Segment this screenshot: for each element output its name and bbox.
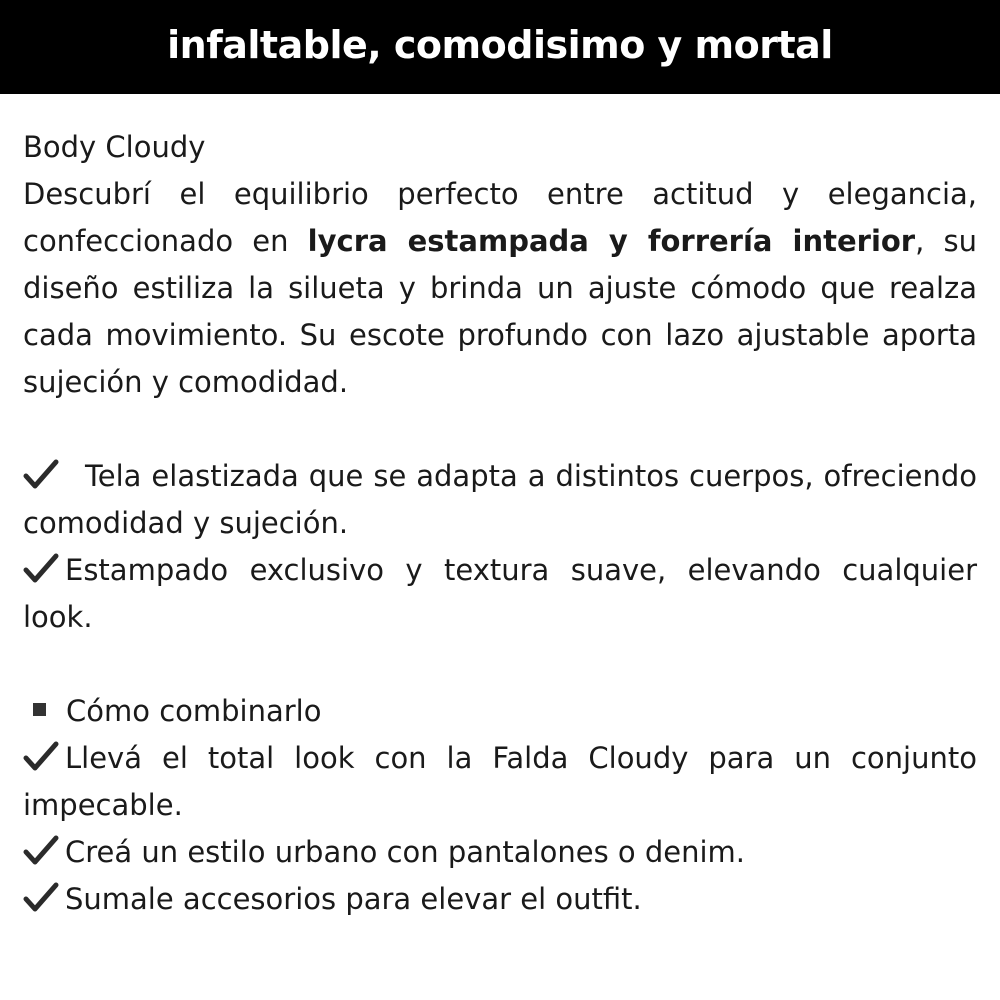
combine-item-text: Llevá el total look con la Falda Cloudy para un conjunto impecable. [23,741,977,822]
title-banner [0,0,1000,94]
banner-title: infaltable, comodisimo y mortal [167,23,833,67]
check-icon [23,741,59,771]
feature-item [23,453,977,547]
spacer [23,641,977,688]
description-text-pre: Descubrí el equilibrio perfecto entre actitud y elegancia, confeccionado en [23,177,977,258]
combine-item [23,876,977,923]
feature-text: Tela elastizada que se adapta a distintos cuerpos, ofreciendo comodidad y sujeción. [23,459,977,540]
check-icon [23,553,59,583]
combine-item-text: Sumale accesorios para elevar el outfit. [65,882,642,916]
feature-item [23,547,977,641]
product-description [23,124,977,923]
combine-item [23,735,977,829]
check-icon [23,459,59,489]
product-name: Body Cloudy [23,130,206,164]
check-icon [23,882,59,912]
description-text-post: , su diseño estiliza la silueta y brinda un ajuste cómodo que realza cada movimiento. Su escote profundo con lazo ajustable aporta sujeción y comodidad. [23,224,977,399]
square-bullet-icon [33,703,46,716]
spacer [23,406,977,453]
description-text-bold: lycra estampada y forrería interior [307,224,916,258]
product-description-paragraph [23,171,977,406]
combine-heading [23,688,977,735]
combine-heading-text: Cómo combinarlo [66,694,322,728]
combine-item [23,829,977,876]
feature-text: Estampado exclusivo y textura suave, elevando cualquier look. [23,553,977,634]
combine-item-text: Creá un estilo urbano con pantalones o denim. [65,835,746,869]
check-icon [23,835,59,865]
